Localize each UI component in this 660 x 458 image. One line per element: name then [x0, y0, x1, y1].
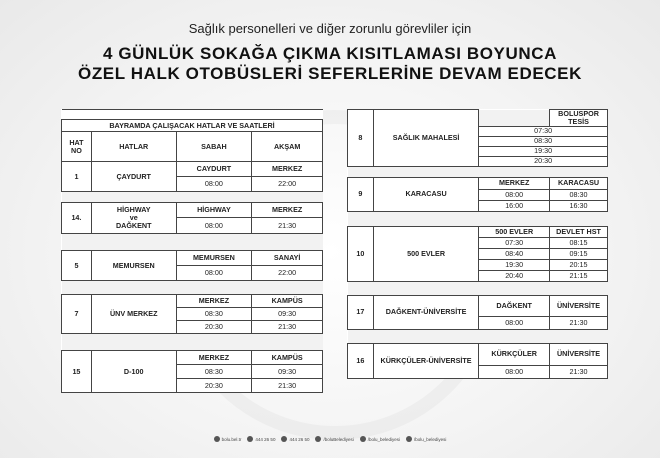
row-8-time-1: 07:30	[479, 126, 608, 136]
row-1-time-2: 22:00	[252, 177, 323, 192]
row-5-time-2: 22:00	[252, 266, 323, 281]
row-7-time-a2: 09:30	[252, 308, 323, 321]
row-17-stop-1: DAĞKENT	[479, 295, 550, 316]
footer-social-2-text: /bolu_belediyesi	[367, 436, 401, 442]
left-schedule-table	[61, 109, 323, 393]
row-10-time-1a: 07:30	[479, 237, 550, 248]
row-1-stop-1: CAYDURT	[176, 162, 252, 177]
row-17-time-1: 08:00	[479, 316, 550, 329]
row-17-no: 17	[348, 295, 374, 329]
footer-web[interactable]	[214, 436, 242, 442]
row-5-stop-2: SANAYİ	[252, 251, 323, 266]
row-10-time-3b: 20:15	[550, 259, 608, 270]
footer-social-1[interactable]	[315, 436, 353, 442]
row-1-no: 1	[62, 162, 92, 192]
row-10-name: 500 EVLER	[373, 226, 478, 281]
row-10-time-2b: 09:15	[550, 248, 608, 259]
footer-social-3[interactable]	[406, 436, 446, 442]
row-9-stop-2: KARACASU	[550, 177, 608, 189]
right-schedule-table	[347, 109, 608, 379]
row-10-time-3a: 19:30	[479, 259, 550, 270]
footer-social-3-text: /bolu_belediyesi	[414, 436, 447, 442]
row-16-name: KÜRKÇÜLER-ÜNİVERSİTE	[373, 343, 478, 378]
row-10-stop-2: DEVLET HST	[550, 226, 608, 237]
row-8-time-4: 20:30	[479, 156, 608, 166]
footer-social-1-text: /boluBelediyesi	[323, 436, 354, 442]
row-15-stop-2: KAMPÜS	[252, 351, 323, 365]
row-15-time-a1: 08:30	[176, 365, 252, 379]
row-9-time-b2: 16:30	[550, 200, 608, 211]
row-14-no: 14.	[62, 203, 92, 234]
row-10-time-2a: 08:40	[479, 248, 550, 259]
col-hat-no: HAT NO	[62, 132, 92, 162]
footer-phone-1-text: 444 26 50	[255, 436, 276, 442]
row-15-time-b1: 20:30	[176, 379, 252, 393]
row-15-time-b2: 21:30	[252, 379, 323, 393]
row-14-name-1: HİGHWAY	[116, 205, 151, 215]
row-7-time-b1: 20:30	[176, 321, 252, 334]
row-8-stop: BOLUSPOR TESİS	[550, 110, 608, 127]
row-16-stop-1: KÜRKÇÜLER	[479, 343, 550, 365]
row-17-name: DAĞKENT-ÜNİVERSİTE	[373, 295, 478, 329]
row-9-name: KARACASU	[373, 177, 478, 211]
row-1-stop-2: MERKEZ	[252, 162, 323, 177]
row-1-name: ÇAYDURT	[91, 162, 176, 192]
row-15-time-a2: 09:30	[252, 365, 323, 379]
row-5-time-1: 08:00	[176, 266, 252, 281]
row-15-name: D-100	[91, 351, 176, 393]
row-7-stop-2: KAMPÜS	[252, 295, 323, 308]
row-10-time-1b: 08:15	[550, 237, 608, 248]
row-14-name	[91, 203, 176, 234]
footer-phone-1[interactable]	[247, 436, 275, 442]
instagram-icon	[406, 436, 412, 442]
row-14-stop-2: MERKEZ	[252, 203, 323, 218]
globe-icon	[214, 436, 220, 442]
row-9-no: 9	[348, 177, 374, 211]
row-10-no: 10	[348, 226, 374, 281]
footer-web-text: bolu.bel.tr	[221, 436, 242, 442]
row-10-stop-1: 500 EVLER	[479, 226, 550, 237]
row-7-time-b2: 21:30	[252, 321, 323, 334]
footer	[0, 434, 660, 444]
row-17-stop-2: ÜNİVERSİTE	[550, 295, 608, 316]
row-7-stop-1: MERKEZ	[176, 295, 252, 308]
row-7-time-a1: 08:30	[176, 308, 252, 321]
col-hatlar: HATLAR	[91, 132, 176, 162]
row-14-stop-1: HİGHWAY	[176, 203, 252, 218]
row-16-time-1: 08:00	[479, 365, 550, 378]
title-line-1: 4 GÜNLÜK SOKAĞA ÇIKMA KISITLAMASI BOYUNCA	[102, 44, 557, 63]
row-1-time-1: 08:00	[176, 177, 252, 192]
row-8-name: SAĞLIK MAHALESİ	[373, 110, 478, 167]
twitter-icon	[360, 436, 366, 442]
row-15-stop-1: MERKEZ	[176, 351, 252, 365]
phone-icon	[247, 436, 253, 442]
row-8-time-2: 08:30	[479, 136, 608, 146]
left-table-title: BAYRAMDA ÇALIŞACAK HATLAR VE SAATLERİ	[62, 120, 323, 132]
row-15-no: 15	[62, 351, 92, 393]
row-10-time-4b: 21:15	[550, 270, 608, 281]
row-14-time-1: 08:00	[176, 218, 252, 234]
row-5-name: MEMURSEN	[91, 251, 176, 281]
row-8-no: 8	[348, 110, 374, 167]
row-5-no: 5	[62, 251, 92, 281]
row-9-time-a1: 08:00	[479, 189, 550, 200]
row-8-time-3: 19:30	[479, 146, 608, 156]
footer-phone-2[interactable]	[281, 436, 309, 442]
row-17-time-2: 21:30	[550, 316, 608, 329]
row-9-stop-1: MERKEZ	[479, 177, 550, 189]
col-sabah: SABAH	[176, 132, 252, 162]
row-16-stop-2: ÜNİVERSİTE	[550, 343, 608, 365]
row-7-no: 7	[62, 295, 92, 334]
footer-phone-2-text: 444 26 50	[289, 436, 310, 442]
subtitle: Sağlık personelleri ve diğer zorunlu görevliler için	[188, 21, 472, 36]
footer-social-2[interactable]	[360, 436, 400, 442]
title-line-2: ÖZEL HALK OTOBÜSLERİ SEFERLERİNE DEVAM EDECEK	[78, 64, 582, 83]
row-16-time-2: 21:30	[550, 365, 608, 378]
row-14-time-2: 21:30	[252, 218, 323, 234]
row-16-no: 16	[348, 343, 374, 378]
whatsapp-icon	[281, 436, 287, 442]
facebook-icon	[315, 436, 321, 442]
row-9-time-a2: 08:30	[550, 189, 608, 200]
row-14-name-3: DAĞKENT	[115, 220, 152, 230]
row-14-name-2: ve	[129, 213, 138, 223]
row-5-stop-1: MEMURSEN	[176, 251, 252, 266]
row-10-time-4a: 20:40	[479, 270, 550, 281]
row-7-name: ÜNV MERKEZ	[91, 295, 176, 334]
row-9-time-b1: 16:00	[479, 200, 550, 211]
col-aksam: AKŞAM	[252, 132, 323, 162]
